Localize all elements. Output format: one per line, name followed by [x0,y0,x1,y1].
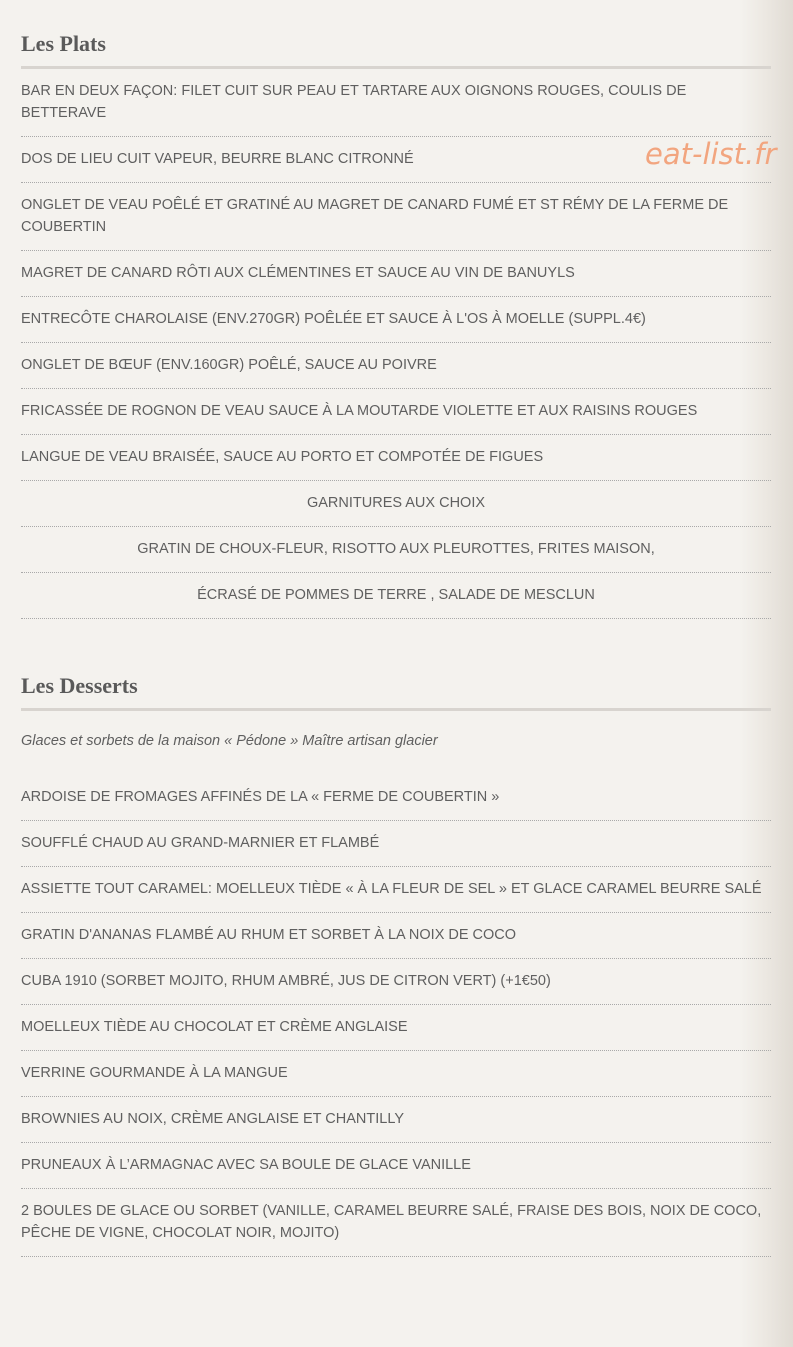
section-title-desserts: Les Desserts [21,672,771,711]
list-item: ENTRECÔTE CHAROLAISE (ENV.270GR) POÊLÉE ET SAUCE À L'OS À MOELLE (SUPPL.4€) [21,297,771,343]
garnitures-heading: GARNITURES AUX CHOIX [21,481,771,527]
list-item: BAR EN DEUX FAÇON: FILET CUIT SUR PEAU ET TARTARE AUX OIGNONS ROUGES, COULIS DE BETTERAVE [21,69,771,137]
watermark: eat-list.fr [645,137,777,171]
list-item: PRUNEAUX À L’ARMAGNAC AVEC SA BOULE DE GLACE VANILLE [21,1143,771,1189]
list-item: BROWNIES AU NOIX, CRÈME ANGLAISE ET CHANTILLY [21,1097,771,1143]
list-item: GRATIN D'ANANAS FLAMBÉ AU RHUM ET SORBET À LA NOIX DE COCO [21,913,771,959]
desserts-list [21,775,771,1257]
list-item: CUBA 1910 (SORBET MOJITO, RHUM AMBRÉ, JUS DE CITRON VERT) (+1€50) [21,959,771,1005]
garniture-item: ÉCRASÉ DE POMMES DE TERRE , SALADE DE MESCLUN [21,573,771,619]
list-item: ONGLET DE VEAU POÊLÉ ET GRATINÉ AU MAGRET DE CANARD FUMÉ ET ST RÉMY DE LA FERME DE COUBERTIN [21,183,771,251]
list-item: FRICASSÉE DE ROGNON DE VEAU SAUCE À LA MOUTARDE VIOLETTE ET AUX RAISINS ROUGES [21,389,771,435]
list-item: ARDOISE DE FROMAGES AFFINÉS DE LA « FERME DE COUBERTIN » [21,775,771,821]
desserts-note: Glaces et sorbets de la maison « Pédone » Maître artisan glacier [21,733,438,749]
list-item: DOS DE LIEU CUIT VAPEUR, BEURRE BLANC CITRONNÉ [21,137,771,183]
list-item: ASSIETTE TOUT CARAMEL: MOELLEUX TIÈDE « À LA FLEUR DE SEL » ET GLACE CARAMEL BEURRE SALÉ [21,867,771,913]
garniture-item: GRATIN DE CHOUX-FLEUR, RISOTTO AUX PLEUROTTES, FRITES MAISON, [21,527,771,573]
section-spacer [21,619,771,672]
list-item: VERRINE GOURMANDE À LA MANGUE [21,1051,771,1097]
list-item: SOUFFLÉ CHAUD AU GRAND-MARNIER ET FLAMBÉ [21,821,771,867]
list-item: LANGUE DE VEAU BRAISÉE, SAUCE AU PORTO ET COMPOTÉE DE FIGUES [21,435,771,481]
list-item: ONGLET DE BŒUF (ENV.160GR) POÊLÉ, SAUCE AU POIVRE [21,343,771,389]
list-item: MOELLEUX TIÈDE AU CHOCOLAT ET CRÈME ANGLAISE [21,1005,771,1051]
section-desserts [21,672,771,1257]
list-item: MAGRET DE CANARD RÔTI AUX CLÉMENTINES ET SAUCE AU VIN DE BANUYLS [21,251,771,297]
section-plats [21,30,771,619]
list-item: 2 BOULES DE GLACE OU SORBET (VANILLE, CARAMEL BEURRE SALÉ, FRAISE DES BOIS, NOIX DE COCO, PÊCHE DE VIGNE, CHOCOLAT NOIR, MOJITO) [21,1189,771,1257]
section-title-plats: Les Plats [21,30,771,69]
menu-content [21,30,771,1257]
